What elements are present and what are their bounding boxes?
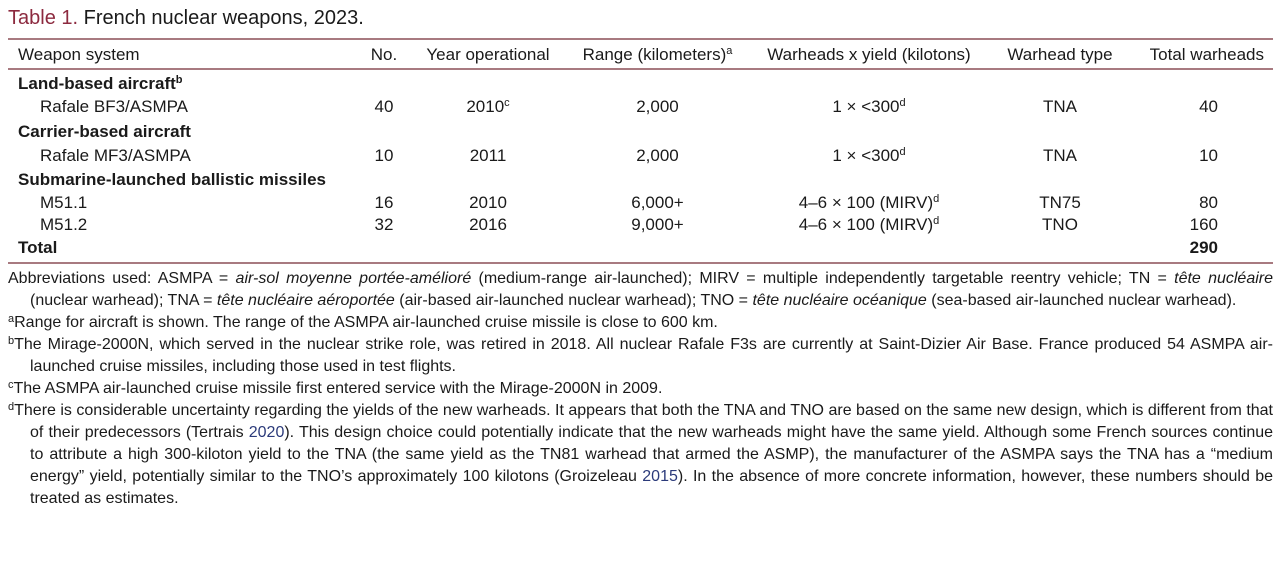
cell-yield: $1 \times <300^d$ <box>832 97 906 116</box>
abbreviations-note: Abbreviations used: ASMPA = air-sol moyenne portée-amélioré (medium-range air-launched); MIRV = multiple independently targetable reentry vehicle; TN = tête nucléaire (nuclear warhead); TNA = tête nucléaire aéroportée (air-based air-launched nuclear warhead); TNO = tête nucléaire océanique (sea-based air-launched nuclear warhead). <box>8 270 1274 309</box>
cell-system: Rafale BF3/ASMPA <box>40 97 189 116</box>
table-header-row <box>0 44 1280 66</box>
table-title <box>8 4 364 32</box>
table-caption: French nuclear weapons, 2023. <box>78 7 364 29</box>
cell-yield: 4–6 × 100 (MIRV)$^d$ <box>798 215 940 234</box>
cell-no: 40 <box>374 97 394 116</box>
group-label: Carrier-based aircraft <box>18 122 191 141</box>
total-row <box>0 237 1280 259</box>
cell-system: M51.2 <box>40 215 88 234</box>
citation-link-tertrais[interactable]: 2020 <box>248 424 285 441</box>
header-no: No. <box>370 45 398 64</box>
cell-type: TNA <box>1043 146 1077 165</box>
group-label: Land-based aircraft$^b$ <box>18 74 183 93</box>
cell-range: 2,000 <box>636 146 679 165</box>
total-value: 290 <box>1189 238 1218 257</box>
group-label: Submarine-launched ballistic missiles <box>18 170 326 189</box>
cell-type: TNO <box>1042 215 1078 234</box>
cell-system: M51.1 <box>40 193 88 212</box>
footnote-a: $^a$Range for aircraft is shown. The range of the ASMPA air-launched cruise missile is close to 600 km. <box>8 313 718 331</box>
citation-link-groizeleau[interactable]: 2015 <box>642 468 678 485</box>
header-year: Year operational <box>426 45 550 64</box>
header-yield: Warheads x yield (kilotons) <box>767 45 971 64</box>
cell-year: 2011 <box>469 146 507 165</box>
table-number: Table 1. <box>8 7 79 29</box>
footnote-b: $^b$The Mirage-2000N, which served in the nuclear strike role, was retired in 2018. All nuclear Rafale F3s are currently at Saint-Dizier Air Base. France produced 54 ASMPA air-launched cruise missiles, including those used in test flights. <box>8 335 1273 375</box>
top-rule <box>8 38 1273 40</box>
cell-no: 32 <box>374 215 394 234</box>
table-row <box>0 214 1280 236</box>
cell-year: 2016 <box>469 215 507 234</box>
header-range: Range (kilometers)$^a$ <box>582 45 733 64</box>
cell-no: 16 <box>374 193 394 212</box>
cell-range: 2,000 <box>636 97 679 116</box>
total-label: Total <box>18 238 58 257</box>
cell-no: 10 <box>374 146 394 165</box>
header-weapon-system: Weapon system <box>18 45 140 64</box>
cell-range: 9,000+ <box>631 215 684 234</box>
header-total-warheads: Total warheads <box>1149 45 1264 64</box>
table-footnotes <box>8 268 1273 510</box>
cell-type: TN75 <box>1039 193 1081 212</box>
cell-total: 80 <box>1199 193 1218 212</box>
group-row-slbm <box>0 169 1280 191</box>
cell-type: TNA <box>1043 97 1077 116</box>
group-row-carrier <box>0 121 1280 143</box>
cell-total: 40 <box>1199 97 1218 116</box>
cell-range: 6,000+ <box>631 193 684 212</box>
group-row-land <box>0 73 1280 95</box>
table-row <box>0 145 1280 167</box>
cell-total: 10 <box>1199 146 1218 165</box>
header-range-note: a <box>726 45 733 57</box>
footnote-d: $^d$There is considerable uncertainty regarding the yields of the new warheads. It appears that both the TNA and TNO are based on the same new design, which is different from that of their predecessors (Tertrais 2020). This design choice could potentially indicate that the new warheads might have the same yield. Although some French sources continue to attribute a high 300-kiloton yield to the TNA (the same yield as the TN81 warhead that armed the ASMP), the manufacturer of the ASMPA says the TNA has a “medium energy” yield, potentially similar to the TNO’s approximately 100 kilotons (Groizeleau 2015). In the absence of more concrete information, however, these numbers should be treated as estimates. <box>8 401 1274 507</box>
bottom-rule <box>8 262 1273 264</box>
cell-year: 2010$^c$ <box>466 97 510 116</box>
cell-yield: 4–6 × 100 (MIRV)$^d$ <box>798 193 940 212</box>
cell-yield: $1 \times <300^d$ <box>832 146 906 165</box>
header-rule <box>8 68 1273 70</box>
cell-system: Rafale MF3/ASMPA <box>40 146 191 165</box>
table-row <box>0 96 1280 118</box>
footnote-c: $^c$The ASMPA air-launched cruise missile first entered service with the Mirage-2000N in 2009. <box>8 379 663 397</box>
cell-year: 2010 <box>469 193 507 212</box>
table-row <box>0 192 1280 214</box>
cell-total: 160 <box>1189 215 1218 234</box>
header-warhead-type: Warhead type <box>1007 45 1113 64</box>
